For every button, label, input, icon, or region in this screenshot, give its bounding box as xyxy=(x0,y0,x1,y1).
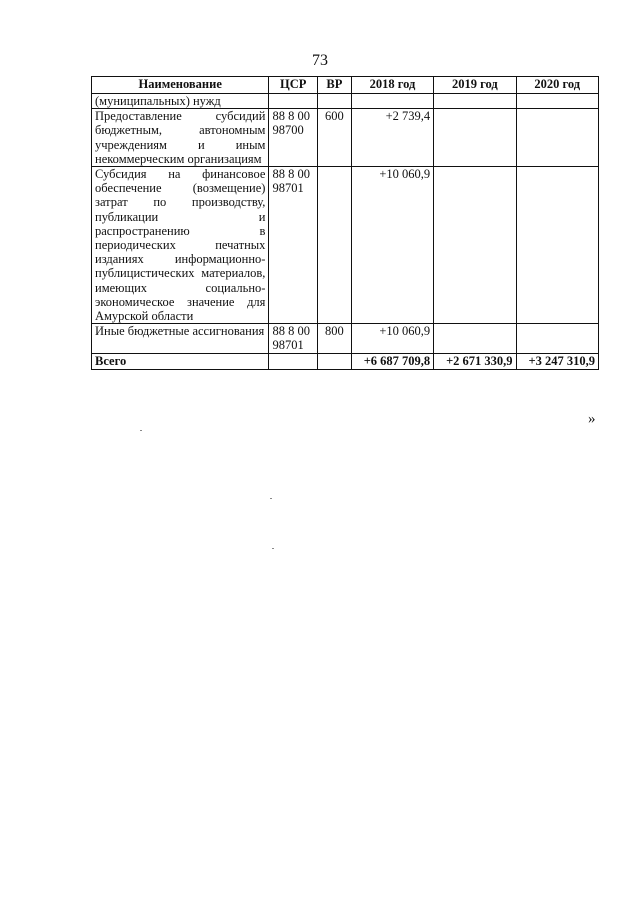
row-2018 xyxy=(351,94,433,109)
row-2019 xyxy=(434,94,516,109)
row-2018: +2 739,4 xyxy=(351,109,433,167)
table-row xyxy=(92,167,599,324)
total-label: Всего xyxy=(92,353,269,369)
closing-quote: » xyxy=(588,411,596,427)
header-2018: 2018 год xyxy=(351,77,433,94)
row-2020 xyxy=(516,167,598,324)
scan-speck xyxy=(270,498,272,499)
row-2019 xyxy=(434,167,516,324)
row-csr xyxy=(269,94,318,109)
row-name: Предоставление субсидий бюджетным, автономным учреждениям и иным некоммерческим организациям xyxy=(92,109,269,167)
table-header-row xyxy=(92,77,599,94)
row-csr: 88 8 00 98701 xyxy=(269,167,318,324)
row-2018: +10 060,9 xyxy=(351,167,433,324)
row-2019 xyxy=(434,324,516,353)
row-csr: 88 8 00 98701 xyxy=(269,324,318,353)
total-2020: +3 247 310,9 xyxy=(516,353,598,369)
row-2018: +10 060,9 xyxy=(351,324,433,353)
table-row xyxy=(92,324,599,353)
header-2020: 2020 год xyxy=(516,77,598,94)
total-row xyxy=(92,353,599,369)
header-vr: ВР xyxy=(318,77,352,94)
budget-table xyxy=(91,76,599,370)
row-name: Субсидия на финансовое обеспечение (возмещение) затрат по производству, публикации и распространению в периодических печатных изданиях информационно-публицистических материалов, имеющих социально-экономическое значение для Амурской области xyxy=(92,167,269,324)
page-number: 73 xyxy=(312,52,328,69)
total-2018: +6 687 709,8 xyxy=(351,353,433,369)
row-vr: 800 xyxy=(318,324,352,353)
row-2019 xyxy=(434,109,516,167)
header-csr: ЦСР xyxy=(269,77,318,94)
scan-speck xyxy=(140,430,142,431)
header-name: Наименование xyxy=(92,77,269,94)
total-vr xyxy=(318,353,352,369)
header-2019: 2019 год xyxy=(434,77,516,94)
scan-speck xyxy=(272,548,274,549)
table-row xyxy=(92,109,599,167)
row-vr xyxy=(318,94,352,109)
row-2020 xyxy=(516,94,598,109)
row-name: (муниципальных) нужд xyxy=(92,94,269,109)
table-row xyxy=(92,94,599,109)
row-vr: 600 xyxy=(318,109,352,167)
total-csr xyxy=(269,353,318,369)
total-2019: +2 671 330,9 xyxy=(434,353,516,369)
row-2020 xyxy=(516,324,598,353)
row-name: Иные бюджетные ассигнования xyxy=(92,324,269,353)
row-vr xyxy=(318,167,352,324)
row-csr: 88 8 00 98700 xyxy=(269,109,318,167)
row-2020 xyxy=(516,109,598,167)
